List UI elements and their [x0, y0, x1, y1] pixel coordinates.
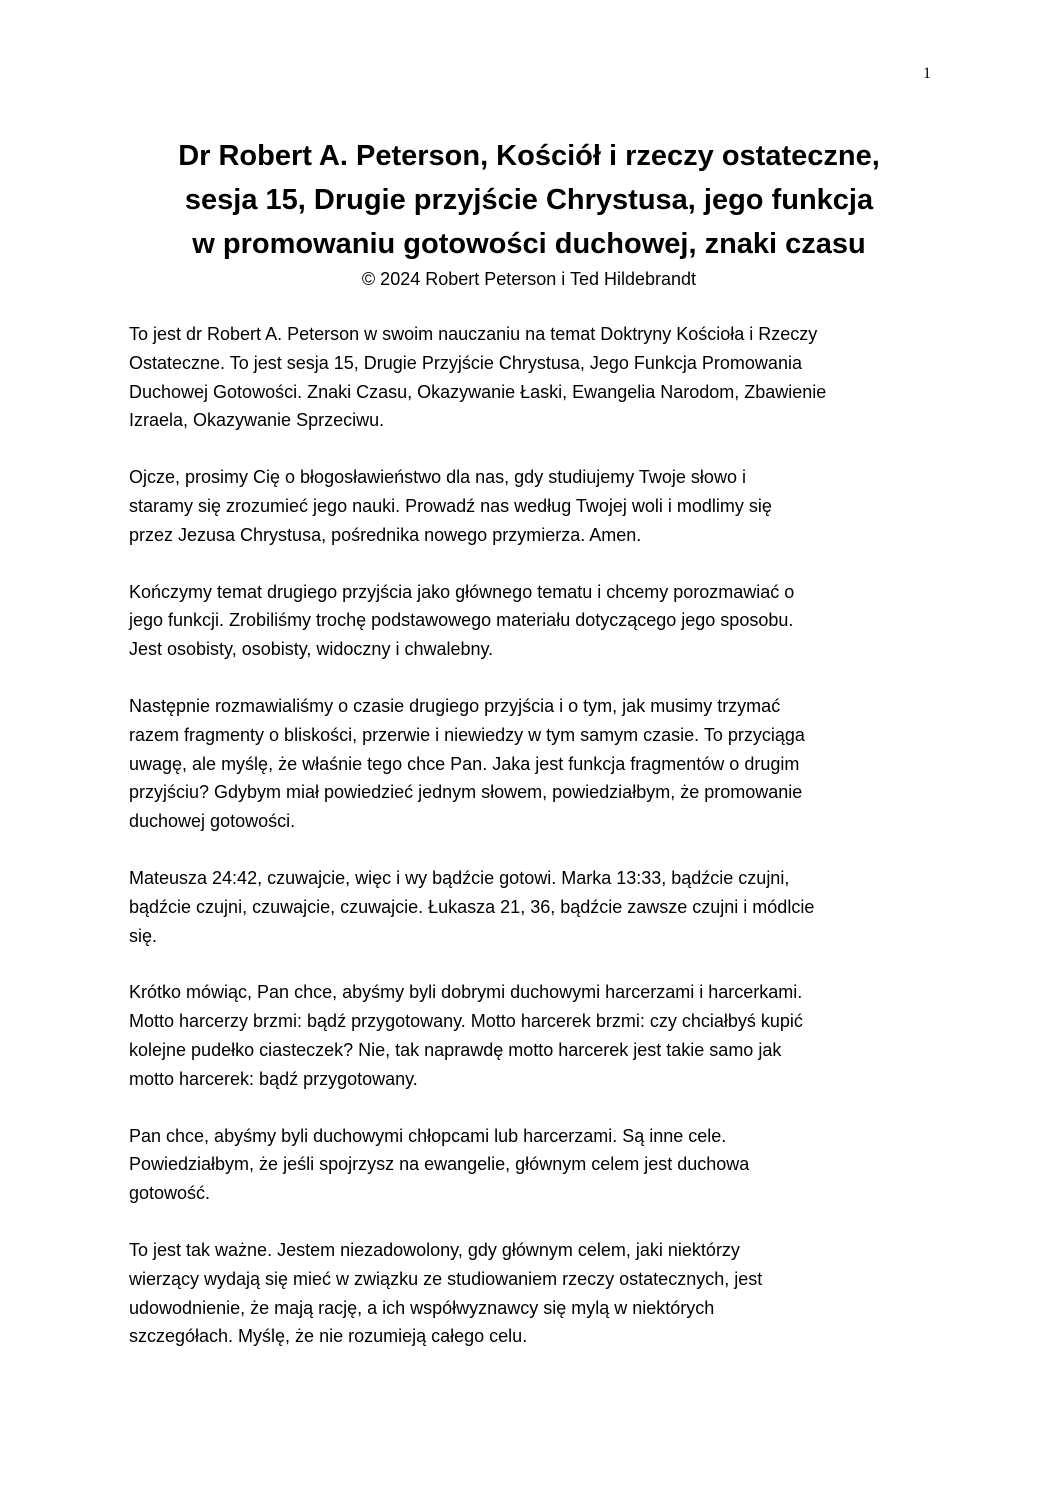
text-line: się. [129, 925, 158, 946]
text-line: przyjściu? Gdybym miał powiedzieć jednym słowem, powiedziałbym, że promowanie [129, 782, 803, 803]
paragraph [129, 578, 959, 664]
text-line: Kończymy temat drugiego przyjścia jako głównego tematu i chcemy porozmawiać o [129, 581, 795, 602]
text-line: uwagę, ale myślę, że właśnie tego chce Pan. Jaka jest funkcja fragmentów o drugim [129, 753, 800, 774]
text-line: Mateusza 24:42, czuwajcie, więc i wy bądźcie gotowi. Marka 13:33, bądźcie czujni, [129, 867, 790, 888]
text-line: razem fragmenty o bliskości, przerwie i niewiedzy w tym samym czasie. To przyciąga [129, 724, 805, 745]
paragraph [129, 1122, 959, 1208]
title-block [100, 134, 958, 292]
document-title [100, 134, 958, 266]
text-line: Krótko mówiąc, Pan chce, abyśmy byli dobrymi duchowymi harcerzami i harcerkami. [129, 982, 803, 1003]
text-line: Jest osobisty, osobisty, widoczny i chwalebny. [129, 639, 494, 660]
paragraph-prayer [129, 463, 959, 549]
body-text [129, 320, 959, 1379]
text-line: jego funkcji. Zrobiliśmy trochę podstawowego materiału dotyczącego jego sposobu. [129, 610, 794, 631]
paragraph [129, 692, 959, 836]
text-line: bądźcie czujni, czuwajcie, czuwajcie. Łukasza 21, 36, bądźcie zawsze czujni i módlcie [129, 896, 815, 917]
text-line: udowodnienie, że mają rację, a ich współwyznawcy się mylą w niektórych [129, 1297, 715, 1318]
text-line: Ostateczne. To jest sesja 15, Drugie Przyjście Chrystusa, Jego Funkcja Promowania [129, 352, 802, 373]
text-line: Pan chce, abyśmy byli duchowymi chłopcami lub harcerzami. Są inne cele. [129, 1125, 727, 1146]
text-line: Motto harcerzy brzmi: bądź przygotowany. Motto harcerek brzmi: czy chciałbyś kupić [129, 1011, 803, 1032]
text-line: Następnie rozmawialiśmy o czasie drugiego przyjścia i o tym, jak musimy trzymać [129, 695, 781, 716]
text-line: szczegółach. Myślę, że nie rozumieją całego celu. [129, 1326, 528, 1347]
text-line: To jest tak ważne. Jestem niezadowolony, gdy głównym celem, jaki niektórzy [129, 1239, 740, 1260]
text-line: przez Jezusa Chrystusa, pośrednika nowego przymierza. Amen. [129, 524, 642, 545]
text-line: Powiedziałbym, że jeśli spojrzysz na ewangelie, głównym celem jest duchowa [129, 1154, 750, 1175]
paragraph [129, 978, 959, 1093]
text-line: kolejne pudełko ciasteczek? Nie, tak naprawdę motto harcerek jest takie samo jak [129, 1039, 782, 1060]
title-line: Dr Robert A. Peterson, Kościół i rzeczy ostateczne, [178, 140, 880, 172]
text-line: staramy się zrozumieć jego nauki. Prowadź nas według Twojej woli i modlimy się [129, 495, 772, 516]
paragraph [129, 864, 959, 950]
text-line: Duchowej Gotowości. Znaki Czasu, Okazywanie Łaski, Ewangelia Narodom, Zbawienie [129, 381, 827, 402]
text-line: duchowej gotowości. [129, 811, 296, 832]
text-line: To jest dr Robert A. Peterson w swoim nauczaniu na temat Doktryny Kościoła i Rzeczy [129, 324, 818, 344]
page-number: 1 [923, 65, 931, 82]
text-line: gotowość. [129, 1183, 211, 1204]
paragraph-intro [129, 320, 959, 435]
text-line: wierzący wydają się mieć w związku ze studiowaniem rzeczy ostatecznych, jest [129, 1268, 763, 1289]
text-line: Ojcze, prosimy Cię o błogosławieństwo dla nas, gdy studiujemy Twoje słowo i [129, 467, 746, 488]
copyright-line: © 2024 Robert Peterson i Ted Hildebrandt [361, 269, 697, 289]
paragraph [129, 1236, 959, 1351]
text-line: Izraela, Okazywanie Sprzeciwu. [129, 410, 385, 431]
title-line: sesja 15, Drugie przyjście Chrystusa, jego funkcja [184, 184, 874, 216]
title-line: w promowaniu gotowości duchowej, znaki czasu [192, 228, 866, 260]
text-line: motto harcerek: bądź przygotowany. [129, 1068, 418, 1089]
